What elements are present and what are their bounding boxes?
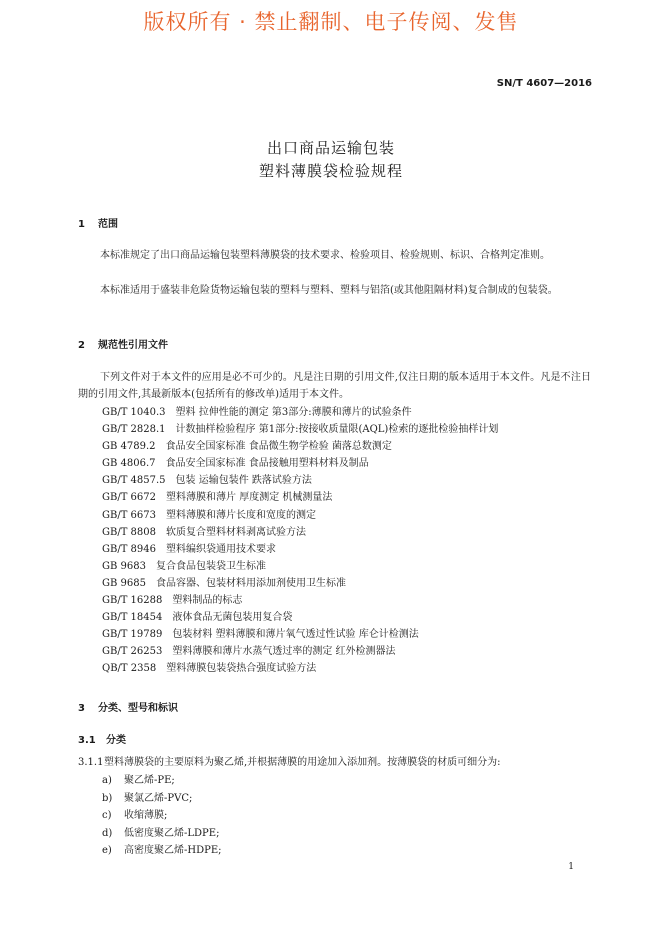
reference-title: 塑料薄膜和薄片水蒸气透过率的测定 红外检测器法	[172, 646, 396, 658]
section-number: 3.1	[78, 735, 96, 746]
section-title: 分类	[106, 735, 126, 746]
reference-code: GB/T 2828.1	[102, 424, 166, 436]
reference-title: 计数抽样检验程序 第1部分:按接收质量限(AQL)检索的逐批检验抽样计划	[175, 424, 499, 436]
list-marker: e)	[102, 845, 112, 856]
clause-text: 塑料薄膜袋的主要原料为聚乙烯,并根据薄膜的用途加入添加剂。按薄膜袋的材质可细分为:	[104, 757, 501, 768]
clause-3-1-1	[78, 753, 501, 768]
reference-item	[102, 472, 498, 489]
list-marker: a)	[102, 775, 112, 786]
section-title: 分类、型号和标识	[98, 703, 178, 714]
references-intro: 下列文件对于本文件的应用是必不可少的。凡是注日期的引用文件,仅注日期的版本适用于本文件。凡是不注日期的引用文件,其最新版本(包括所有的修改单)适用于本文件。	[78, 372, 591, 400]
list-item	[102, 772, 222, 790]
document-title-line1: 出口商品运输包装	[266, 139, 395, 157]
reference-code: GB/T 16288	[102, 595, 163, 607]
document-title-line2: 塑料薄膜袋检验规程	[258, 162, 403, 180]
section-2-heading	[78, 336, 168, 351]
reference-item	[102, 489, 498, 506]
reference-item	[102, 660, 498, 677]
list-text: 聚氯乙烯-PVC;	[124, 792, 193, 804]
list-item	[102, 842, 222, 860]
reference-code: GB/T 6673	[102, 509, 157, 521]
section-3-heading	[78, 699, 178, 714]
reference-code: GB/T 4857.5	[102, 475, 166, 487]
reference-title: 食品容器、包装材料用添加剂使用卫生标准	[155, 577, 346, 589]
scope-paragraph-2: 本标准适用于盛装非危险货物运输包装的塑料与塑料、塑料与铝箔(或其他阻隔材料)复合制成的包装袋。	[100, 285, 558, 296]
list-text: 聚乙烯-PE;	[124, 775, 175, 786]
reference-title: 食品安全国家标准 食品接触用塑料材料及制品	[165, 458, 369, 470]
reference-code: GB 9685	[102, 577, 146, 589]
reference-item	[102, 455, 498, 472]
reference-item	[102, 626, 498, 643]
list-item	[102, 807, 222, 825]
reference-title: 塑料薄膜包装袋热合强度试验方法	[166, 663, 317, 675]
reference-item	[102, 575, 498, 592]
section-1-heading	[78, 215, 118, 230]
reference-code: GB/T 19789	[102, 629, 163, 641]
list-text: 低密度聚乙烯-LDPE;	[124, 827, 220, 839]
list-text: 高密度聚乙烯-HDPE;	[124, 845, 222, 856]
section-number: 2	[78, 340, 85, 351]
reference-item	[102, 421, 498, 438]
reference-list	[102, 404, 498, 678]
reference-title: 包装 运输包装件 跌落试验方法	[175, 475, 312, 487]
reference-item	[102, 541, 498, 558]
reference-title: 液体食品无菌包装用复合袋	[172, 612, 293, 624]
reference-code: GB/T 6672	[102, 492, 157, 504]
reference-item	[102, 404, 498, 421]
reference-title: 塑料制品的标志	[172, 595, 243, 607]
list-marker: b)	[102, 792, 113, 804]
reference-item	[102, 558, 498, 575]
section-3-1-heading	[78, 731, 126, 746]
reference-item	[102, 643, 498, 660]
reference-item	[102, 507, 498, 524]
list-text: 收缩薄膜;	[124, 810, 168, 821]
reference-item	[102, 592, 498, 609]
material-list	[102, 772, 222, 860]
reference-title: 软质复合塑料材料剥离试验方法	[166, 526, 307, 538]
reference-item	[102, 609, 498, 626]
reference-code: GB/T 8808	[102, 526, 157, 538]
copyright-watermark: 版权所有 · 禁止翻制、电子传阅、发售	[143, 10, 519, 34]
reference-item	[102, 438, 498, 455]
list-item	[102, 790, 222, 808]
reference-code: GB/T 1040.3	[102, 407, 166, 418]
scope-paragraph-1: 本标准规定了出口商品运输包装塑料薄膜袋的技术要求、检验项目、检验规则、标识、合格判定准则。	[100, 250, 550, 261]
reference-title: 塑料薄膜和薄片 厚度测定 机械测量法	[166, 492, 333, 504]
reference-code: GB/T 26253	[102, 646, 163, 658]
list-marker: d)	[102, 827, 113, 839]
section-number: 3	[78, 703, 85, 714]
reference-title: 塑料编织袋通用技术要求	[166, 543, 277, 555]
reference-title: 塑料 拉伸性能的测定 第3部分:薄膜和薄片的试验条件	[175, 407, 412, 418]
section-title: 范围	[98, 219, 118, 230]
reference-title: 包装材料 塑料薄膜和薄片氧气透过性试验 库仑计检测法	[172, 629, 419, 641]
reference-item	[102, 524, 498, 541]
reference-code: GB 9683	[102, 560, 146, 572]
reference-code: GB/T 18454	[102, 612, 163, 624]
reference-code: QB/T 2358	[102, 663, 157, 675]
reference-title: 食品安全国家标准 食品微生物学检验 菌落总数测定	[165, 441, 392, 453]
standard-number: SN/T 4607—2016	[496, 78, 592, 89]
list-marker: c)	[102, 810, 112, 821]
reference-code: GB/T 8946	[102, 543, 157, 555]
list-item	[102, 825, 222, 843]
page-number: 1	[568, 862, 574, 872]
reference-title: 塑料薄膜和薄片长度和宽度的测定	[166, 509, 317, 521]
reference-code: GB 4789.2	[102, 441, 156, 453]
section-number: 1	[78, 219, 85, 230]
reference-code: GB 4806.7	[102, 458, 156, 470]
reference-title: 复合食品包装袋卫生标准	[155, 560, 266, 572]
clause-number: 3.1.1	[78, 757, 104, 768]
section-title: 规范性引用文件	[98, 340, 168, 351]
